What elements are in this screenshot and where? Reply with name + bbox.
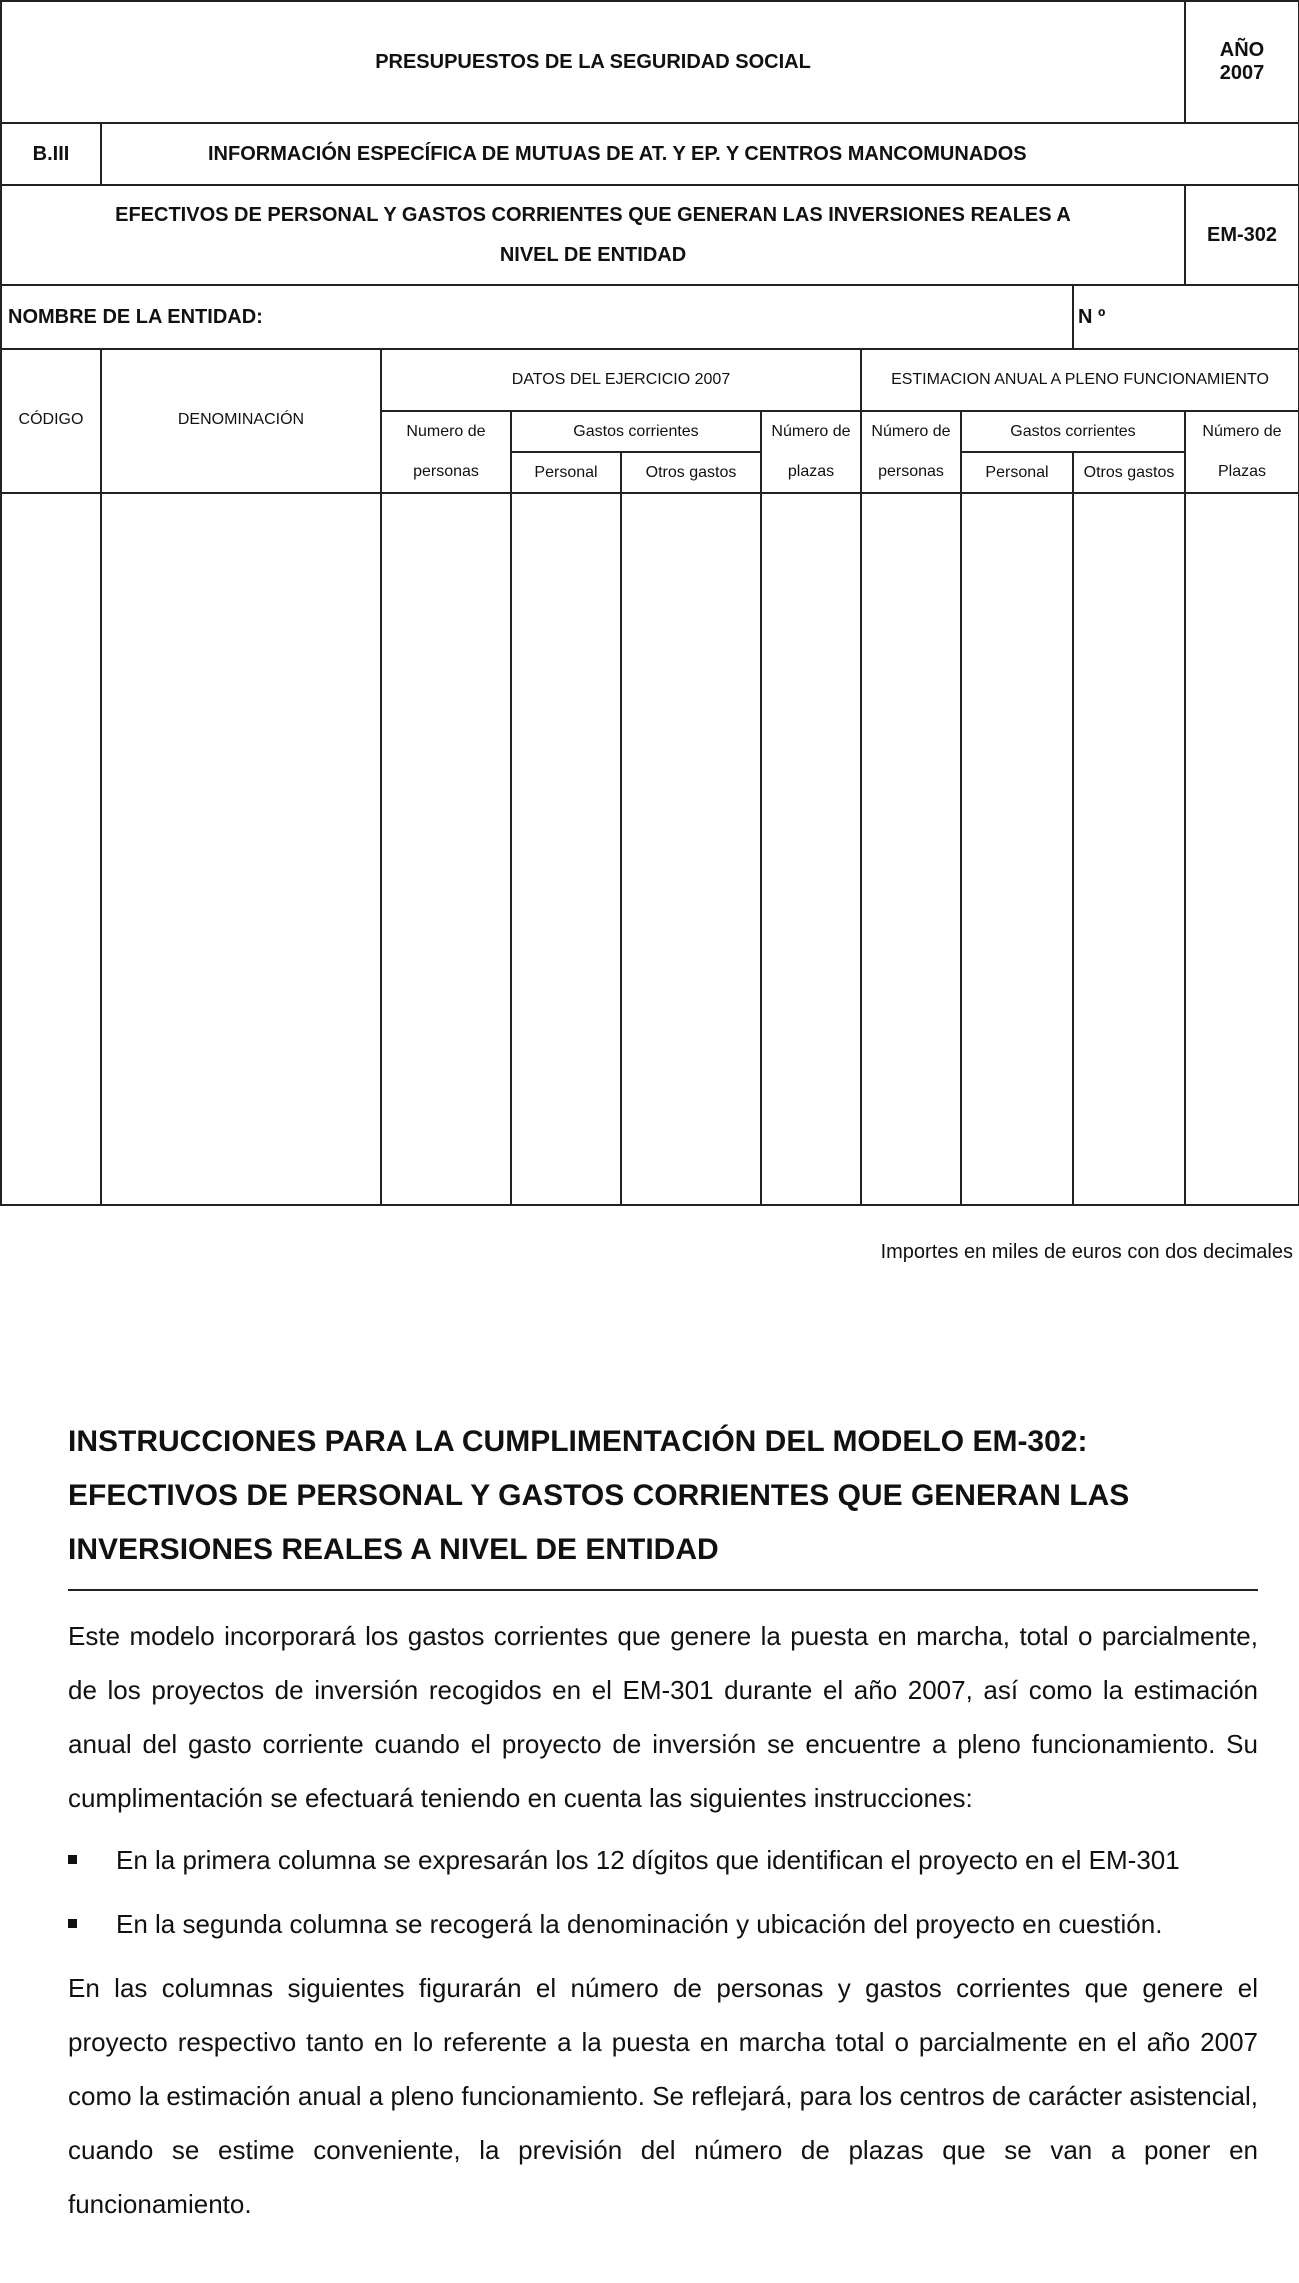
body-otros-gastos-2-cell[interactable] — [1073, 493, 1185, 1205]
num-personas-1-line1: Numero de — [406, 423, 486, 440]
entity-number-label: N º — [1073, 285, 1299, 349]
bullet-square-icon — [68, 1855, 77, 1864]
num-plazas-header-1 — [761, 411, 861, 493]
body-num-plazas-2-cell[interactable] — [1185, 493, 1299, 1205]
instructions-intro: Este modelo incorporará los gastos corrientes que genere la puesta en marcha, total o parcialmente, de los proyectos de inversión recogidos en el EM-301 durante el año 2007, así como la estimación anual del gasto corriente cuando el proyecto de inversión se encuentre a pleno funcionamiento. Su cumplimentación se efectuará teniendo en cuenta las siguientes instrucciones: — [68, 1621, 1258, 1813]
bullet-text: En la segunda columna se recogerá la denominación y ubicación del proyecto en cuestión. — [116, 1909, 1163, 1939]
body-num-personas-2-cell[interactable] — [861, 493, 961, 1205]
denominacion-header: DENOMINACIÓN — [101, 411, 381, 493]
num-plazas-1-line1: Número de — [771, 423, 851, 440]
denominacion-header-top — [101, 349, 381, 411]
num-personas-2-line2: personas — [878, 463, 944, 480]
title-divider — [68, 1589, 1258, 1591]
bullet-text: En la primera columna se expresarán los 12 dígitos que identifican el proyecto en el EM-301 — [116, 1845, 1180, 1875]
body-personal-1-cell[interactable] — [511, 493, 621, 1205]
body-denominacion-cell[interactable] — [101, 493, 381, 1205]
otros-gastos-header-2: Otros gastos — [1073, 452, 1185, 493]
num-plazas-2-line2: Plazas — [1217, 463, 1267, 480]
num-personas-header-2 — [861, 411, 961, 493]
num-plazas-2-line1: Número de — [1202, 423, 1282, 440]
num-plazas-1-line2: plazas — [787, 463, 835, 480]
document-title: PRESUPUESTOS DE LA SEGURIDAD SOCIAL — [1, 1, 1185, 123]
gastos-corrientes-header-2: Gastos corrientes — [961, 411, 1185, 452]
section-code: B.III — [1, 123, 101, 185]
form-code: EM-302 — [1185, 185, 1299, 285]
year-label: AÑO — [1219, 39, 1265, 61]
form-title-line1: EFECTIVOS DE PERSONAL Y GASTOS CORRIENTES QUE GENERAN LAS INVERSIONES REALES A — [115, 204, 1071, 226]
bullet-item — [68, 1897, 1258, 1951]
otros-gastos-header-1: Otros gastos — [621, 452, 761, 493]
body-num-personas-1-cell[interactable] — [381, 493, 511, 1205]
num-personas-header-1 — [381, 411, 511, 493]
year-value: 2007 — [1219, 62, 1265, 84]
amounts-note: Importes en miles de euros con dos decimales — [880, 1241, 1293, 1263]
body-codigo-cell[interactable] — [1, 493, 101, 1205]
form-title — [1, 185, 1185, 285]
instructions-title: INSTRUCCIONES PARA LA CUMPLIMENTACIÓN DEL MODELO EM-302: EFECTIVOS DE PERSONAL Y GASTOS CORRIENTES QUE GENERAN LAS INVERSIONES REALES A NIVEL DE ENTIDAD — [68, 1425, 1130, 1566]
personal-header-1: Personal — [511, 452, 621, 493]
instructions-section — [68, 1415, 1258, 2231]
personal-header-2: Personal — [961, 452, 1073, 493]
bullet-item — [68, 1833, 1258, 1887]
codigo-header: CÓDIGO — [1, 411, 101, 493]
entity-name-label: NOMBRE DE LA ENTIDAD: — [1, 285, 1073, 349]
num-personas-2-line1: Número de — [871, 423, 951, 440]
instructions-bullets — [68, 1833, 1258, 1951]
body-personal-2-cell[interactable] — [961, 493, 1073, 1205]
num-plazas-header-2 — [1185, 411, 1299, 493]
form-title-line2: NIVEL DE ENTIDAD — [499, 244, 687, 266]
group-estimacion-header: ESTIMACION ANUAL A PLENO FUNCIONAMIENTO — [861, 349, 1299, 411]
body-num-plazas-1-cell[interactable] — [761, 493, 861, 1205]
bullet-square-icon — [68, 1919, 77, 1928]
group-ejercicio-header: DATOS DEL EJERCICIO 2007 — [381, 349, 861, 411]
instructions-closing: En las columnas siguientes figurarán el número de personas y gastos corrientes que genere el proyecto respectivo tanto en lo referente a la puesta en marcha total o parcialmente en el año 2007 como la estimación anual a pleno funcionamiento. Se reflejará, para los centros de carácter asistencial, cuando se estime conveniente, la previsión del número de plazas que se van a poner en funcionamiento. — [68, 1973, 1258, 2219]
codigo-header-top — [1, 349, 101, 411]
gastos-corrientes-header-1: Gastos corrientes — [511, 411, 761, 452]
year-cell — [1185, 1, 1299, 123]
body-otros-gastos-1-cell[interactable] — [621, 493, 761, 1205]
section-title: INFORMACIÓN ESPECÍFICA DE MUTUAS DE AT. Y EP. Y CENTROS MANCOMUNADOS — [101, 123, 1299, 185]
num-personas-1-line2: personas — [413, 463, 479, 480]
